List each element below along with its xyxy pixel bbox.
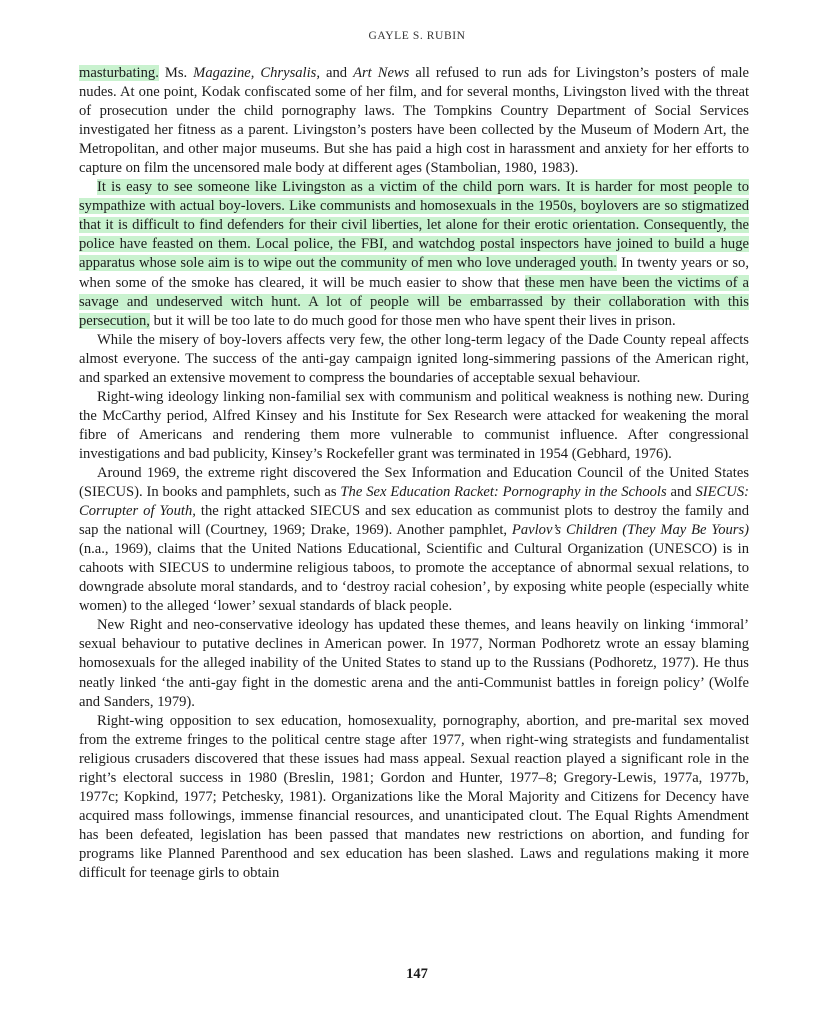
- highlighted-text: masturbating.: [79, 65, 159, 81]
- text-run: Around 1969, the extreme right discovered the Sex Information and Education Council of the United States (SIECUS). In books and pamphlets, such as: [79, 464, 749, 501]
- paragraph: [79, 464, 749, 616]
- paragraph: [79, 616, 749, 711]
- italic-title: SIECUS: Corrupter of Youth,: [79, 484, 749, 520]
- text-run: Right-wing opposition to sex education, homosexuality, pornography, abortion, and pre-marital sex moved from the extreme fringes to the political centre stage after 1977, when right-wing strategists and fundamentalist religious crusaders discovered that these issues had mass appeal. Sexual reaction played a significant role in the right’s electoral success in 1980 (Breslin, 1981; Gordon and Hunter, 1977–8; Gregory-Lewis, 1977a, 1977b, 1977c; Kopkind, 1977; Petchesky, 1981). Organizations like the Moral Majority and Citizens for Decency have acquired mass followings, immense financial resources, and unanticipated clout. The Equal Rights Amendment has been defeated, legislation has been passed that mandates new restrictions on abortion, and funding for programs like Planned Parenthood and sex education has been slashed. Laws and regulations making it more difficult for teenage girls to obtain: [79, 712, 749, 881]
- italic-title: Art News: [353, 65, 410, 81]
- page-number: 147: [406, 966, 428, 982]
- text-run: Right-wing ideology linking non-familial sex with communism and political weakness is nothing new. During the McCarthy period, Alfred Kinsey and his Institute for Sex Research were attacked for weakening the moral fibre of Americans and rendering them more vulnerable to communist influence. After congressional investigations and bad publicity, Kinsey’s Rockefeller grant was terminated in 1954 (Gebhard, 1976).: [79, 388, 749, 462]
- text-run: Ms.: [158, 65, 194, 81]
- text-run: the right attacked SIECUS and sex education as communist plots to destroy the family and sap the national will (Courtney, 1969; Drake, 1969). Another pamphlet,: [79, 503, 749, 539]
- text-run: and: [319, 65, 354, 81]
- text-run: (n.a., 1969), claims that the United Nations Educational, Scientific and Cultural Organization (UNESCO) is in cahoots with SIECUS to undermine religious taboos, to promote the acceptance of abnormal sexual relations, to downgrade absolute moral standards, and to ‘destroy racial cohesion’, by exposing white people (especially white women) to the alleged ‘lower’ sexual standards of black people.: [79, 541, 749, 615]
- body-text: [79, 64, 749, 883]
- paragraph: [79, 331, 749, 388]
- text-run: While the misery of boy-lovers affects very few, the other long-term legacy of the Dade County repeal affects almost everyone. The success of the anti-gay campaign ignited long-simmering passions of the American right, and sparked an extensive movement to compress the boundaries of acceptable sexual behaviour.: [79, 331, 749, 386]
- italic-title: Magazine, Chrysalis,: [193, 65, 320, 81]
- text-run: all refused to run ads for Livingston’s posters of male nudes. At one point, Kodak confiscated some of her film, and for several months, Livingston lived with the threat of prosecution under the child pornography laws. The Tompkins Country Department of Social Services investigated her fitness as a parent. Livingston’s posters have been collected by the Museum of Modern Art, the Metropolitan, and other major museums. But she has paid a high cost in harassment and anxiety for her efforts to capture on film the uncensored male body at different ages (Stambolian, 1980, 1983).: [79, 65, 750, 177]
- italic-title: The Sex Education Racket: Pornography in the Schools: [340, 484, 667, 501]
- text-run: In twenty years or so, when some of the smoke has cleared, it will be much easier to show that: [79, 255, 749, 291]
- paragraph: [79, 712, 749, 883]
- text-run: New Right and neo-conservative ideology has updated these themes, and leans heavily on linking ‘immoral’ sexual behaviour to putative declines in American power. In 1977, Norman Podhoretz wrote an essay blaming homosexuals for the alleged inability of the United States to stand up to the Russians (Podhoretz, 1977). He thus neatly linked ‘the anti-gay fight in the domestic arena and the anti-Communist battles in foreign policy’ (Wolfe and Sanders, 1979).: [79, 617, 749, 710]
- text-run: and: [666, 484, 696, 501]
- highlighted-text: these men have been the victims of a savage and undeserved witch hunt. A lot of people will be embarrassed by their collaboration with this persecution,: [79, 274, 749, 329]
- paragraph: [79, 64, 749, 178]
- running-head: GAYLE S. RUBIN: [368, 30, 466, 42]
- highlighted-text: It is easy to see someone like Livingston as a victim of the child porn wars. It is harder for most people to sympathize with actual boy-lovers. Like communists and homosexuals in the 1950s, boylovers are so stigmatized that it is difficult to find defenders for their civil liberties, let alone for their erotic orientation. Consequently, the police have feasted on them. Local police, the FBI, and watchdog postal inspectors have joined to build a huge apparatus whose sole aim is to wipe out the community of men who love underaged youth.: [79, 179, 749, 272]
- paragraph: [79, 178, 749, 330]
- italic-title: Pavlov’s Children (They May Be Yours): [511, 522, 750, 539]
- paragraph: [79, 388, 749, 464]
- text-run: but it will be too late to do much good for those men who have spent their lives in prison.: [149, 312, 676, 329]
